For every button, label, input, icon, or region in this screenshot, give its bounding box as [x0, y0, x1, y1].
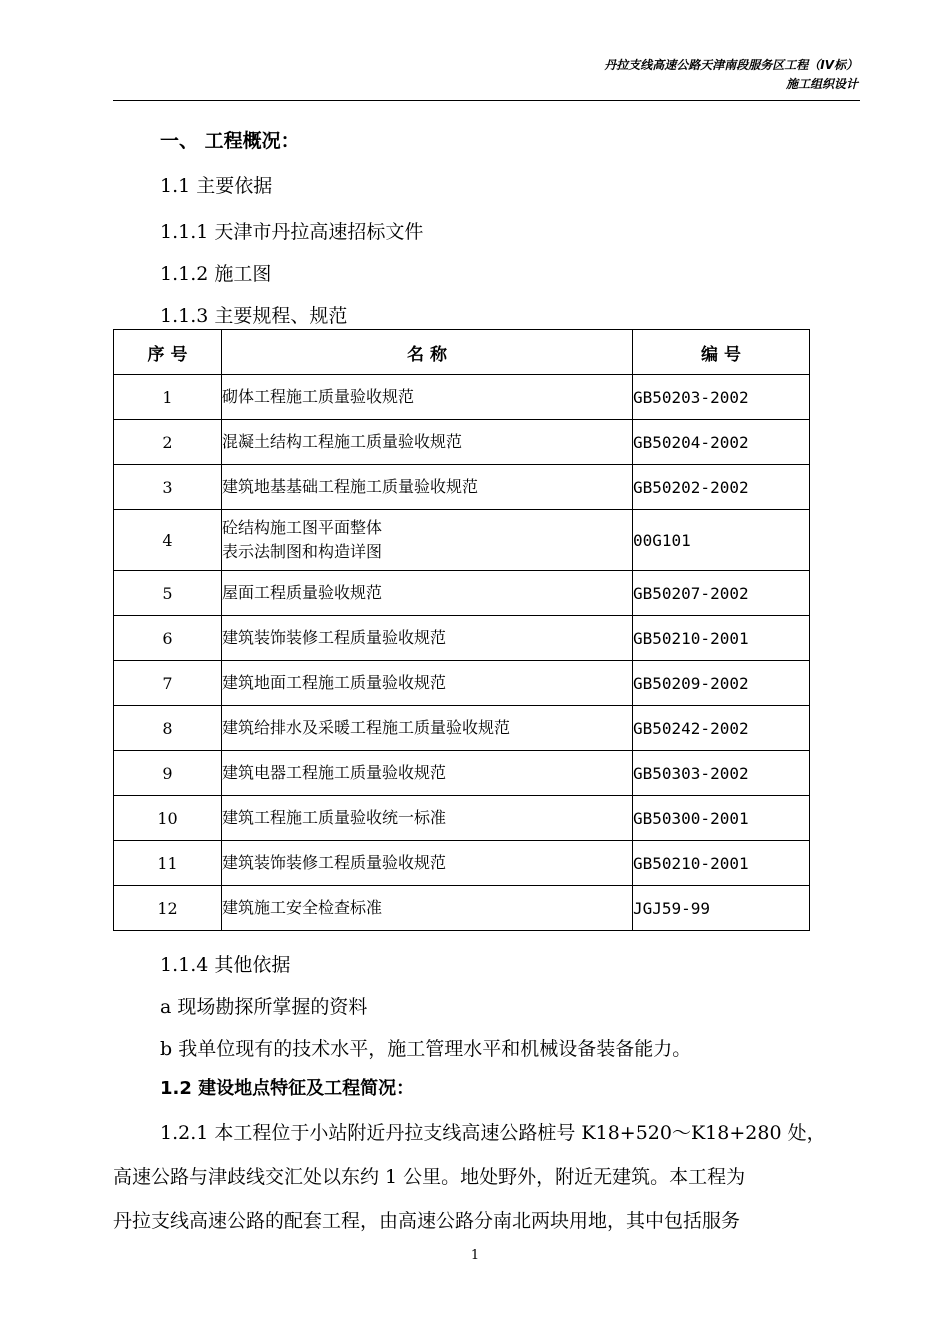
row-name: 建筑装饰装修工程质量验收规范	[222, 616, 633, 661]
paragraph-line: 1.2.1 本工程位于小站附近丹拉支线高速公路桩号 K18+520～K18+280 处，	[160, 1122, 826, 1144]
section-heading-1-2: 1.2 建设地点特征及工程简况：	[160, 1078, 415, 1099]
row-no: 10	[114, 796, 222, 841]
row-no: 2	[114, 420, 222, 465]
row-no: 9	[114, 751, 222, 796]
table-row	[114, 796, 810, 841]
row-no: 5	[114, 571, 222, 616]
table-row	[114, 706, 810, 751]
table-row	[114, 375, 810, 420]
row-code: GB50204-2002	[633, 420, 810, 465]
table-row	[114, 616, 810, 661]
header-project-title: 丹拉支线高速公路天津南段服务区工程（IV标）	[604, 58, 858, 72]
table-row	[114, 841, 810, 886]
row-name: 建筑施工安全检查标准	[222, 886, 633, 931]
row-code: GB50242-2002	[633, 706, 810, 751]
row-code: 00G101	[633, 510, 810, 571]
row-no: 12	[114, 886, 222, 931]
standards-table	[113, 329, 810, 931]
col-header-code: 编 号	[633, 330, 810, 375]
row-code: GB50300-2001	[633, 796, 810, 841]
table-row	[114, 420, 810, 465]
row-name: 建筑工程施工质量验收统一标准	[222, 796, 633, 841]
section-heading-1-1: 1.1 主要依据	[160, 175, 273, 197]
row-code: JGJ59-99	[633, 886, 810, 931]
table-row	[114, 751, 810, 796]
section-1-1-1: 1.1.1 天津市丹拉高速招标文件	[160, 221, 424, 243]
row-name: 建筑装饰装修工程质量验收规范	[222, 841, 633, 886]
section-1-1-2: 1.1.2 施工图	[160, 263, 272, 285]
section-1-1-4: 1.1.4 其他依据	[160, 954, 291, 976]
row-code: GB50207-2002	[633, 571, 810, 616]
row-name: 屋面工程质量验收规范	[222, 571, 633, 616]
section-heading-1: 一、 工程概况：	[160, 130, 300, 152]
row-name: 建筑电器工程施工质量验收规范	[222, 751, 633, 796]
row-name: 建筑地基基础工程施工质量验收规范	[222, 465, 633, 510]
row-code: GB50209-2002	[633, 661, 810, 706]
table-row	[114, 571, 810, 616]
header-doc-title: 施工组织设计	[785, 77, 858, 91]
list-item-a: a 现场勘探所掌握的资料	[160, 996, 368, 1018]
row-name: 建筑地面工程施工质量验收规范	[222, 661, 633, 706]
paragraph-line: 丹拉支线高速公路的配套工程，由高速公路分南北两块用地，其中包括服务	[113, 1210, 741, 1232]
row-no: 4	[114, 510, 222, 571]
row-code: GB50203-2002	[633, 375, 810, 420]
row-name-line1: 砼结构施工图平面整体	[222, 518, 383, 537]
row-code: GB50210-2001	[633, 616, 810, 661]
row-no: 8	[114, 706, 222, 751]
row-code: GB50303-2002	[633, 751, 810, 796]
row-no: 7	[114, 661, 222, 706]
row-name	[222, 510, 633, 571]
row-no: 1	[114, 375, 222, 420]
row-name: 砌体工程施工质量验收规范	[222, 375, 633, 420]
table-row	[114, 661, 810, 706]
col-header-name: 名 称	[222, 330, 633, 375]
table-row	[114, 886, 810, 931]
page-header	[604, 56, 858, 94]
table-row	[114, 465, 810, 510]
list-item-b: b 我单位现有的技术水平，施工管理水平和机械设备装备能力。	[160, 1038, 692, 1060]
row-code: GB50210-2001	[633, 841, 810, 886]
row-name: 建筑给排水及采暖工程施工质量验收规范	[222, 706, 633, 751]
row-name-line2: 表示法制图和构造详图	[222, 542, 383, 561]
col-header-no: 序 号	[114, 330, 222, 375]
table-row	[114, 510, 810, 571]
row-no: 3	[114, 465, 222, 510]
row-code: GB50202-2002	[633, 465, 810, 510]
row-no: 6	[114, 616, 222, 661]
table-header-row	[114, 330, 810, 375]
header-rule	[113, 100, 860, 101]
page-number: 1	[470, 1248, 480, 1263]
section-1-1-3: 1.1.3 主要规程、规范	[160, 305, 348, 327]
row-name: 混凝土结构工程施工质量验收规范	[222, 420, 633, 465]
row-no: 11	[114, 841, 222, 886]
paragraph-line: 高速公路与津歧线交汇处以东约 1 公里。地处野外，附近无建筑。本工程为	[113, 1166, 746, 1188]
